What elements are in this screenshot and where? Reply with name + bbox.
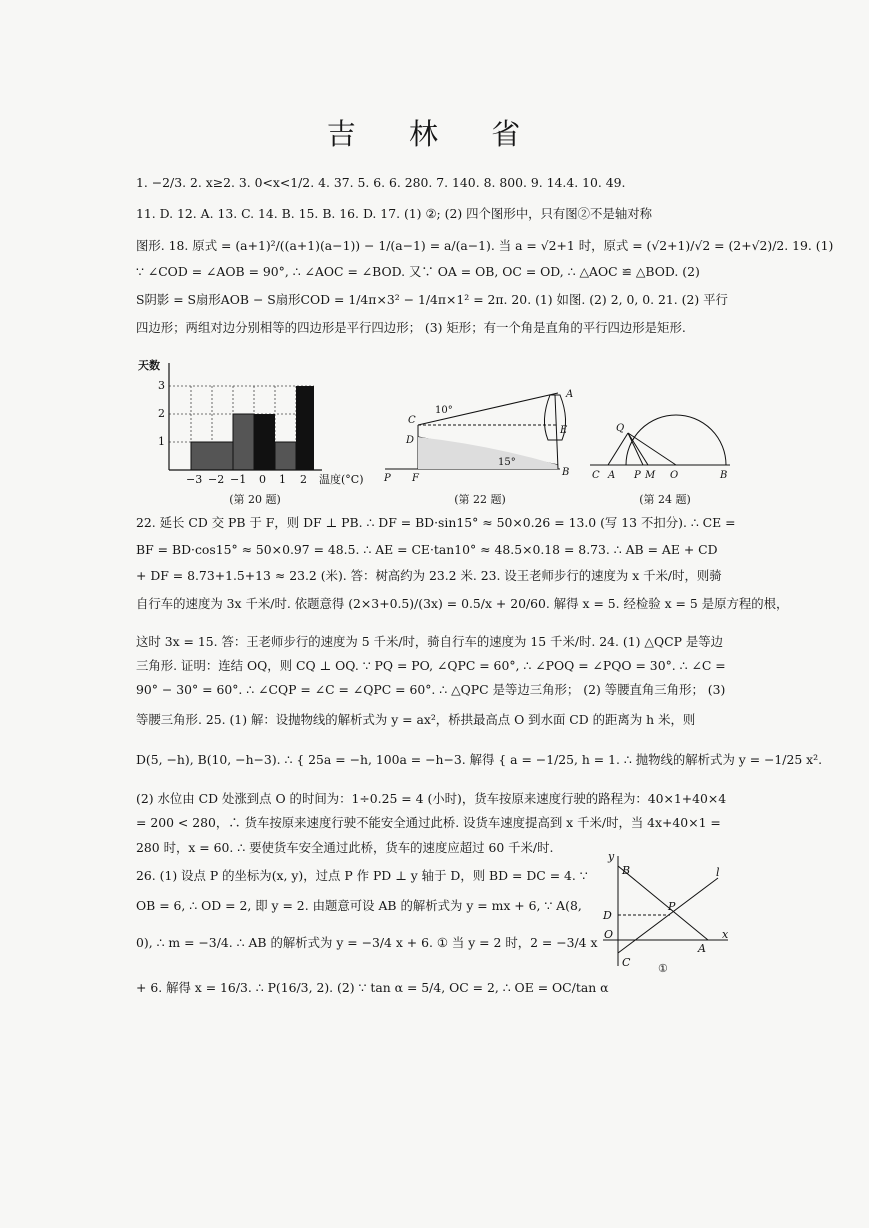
body-line: (2) 水位由 CD 处涨到点 O 的时间为：1÷0.25 = 4 (小时)，货车按原来速度行驶的路程为：40×1+40×4 bbox=[136, 791, 727, 806]
fig26-label-x: x bbox=[722, 928, 729, 941]
answer-line: 11. D. 12. A. 13. C. 14. B. 15. B. 16. D. 17. (1) ②; (2) 四个图形中，只有图②不是轴对称 bbox=[136, 206, 653, 221]
figure-20-histogram bbox=[136, 355, 376, 490]
fig22-angle-10: 10° bbox=[435, 405, 453, 416]
answer-line: S阴影 = S扇形AOB − S扇形COD = 1/4π×3² − 1/4π×1² = 2π. 20. (1) 如图. (2) 2, 0, 0. 21. (2) 平行 bbox=[136, 292, 728, 307]
fig20-bar bbox=[254, 414, 275, 470]
answer-line: 图形. 18. 原式 = (a+1)²/((a+1)(a−1)) − 1/(a−1) = a/(a−1). 当 a = √2+1 时，原式 = (√2+1)/√2 = (2+√2)/2. 19. (1) bbox=[136, 238, 834, 253]
page-title: 吉 林 省 bbox=[326, 117, 543, 151]
fig22-label-e: E bbox=[560, 425, 568, 436]
body-line: + DF = 8.73+1.5+13 ≈ 23.2 (米). 答：树高约为 23.2 米. 23. 设王老师步行的速度为 x 千米/时，则骑 bbox=[136, 568, 722, 583]
fig22-label-b: B bbox=[562, 467, 570, 478]
fig22-label-d: D bbox=[406, 435, 415, 446]
fig24-label-a: A bbox=[608, 470, 616, 481]
figure-22-diagram bbox=[380, 385, 580, 485]
body-line: 自行车的速度为 3x 千米/时. 依题意得 (2×3+0.5)/(3x) = 0.5/x + 20/60. 解得 x = 5. 经检验 x = 5 是原方程的根， bbox=[136, 596, 789, 611]
fig24-label-m: M bbox=[645, 470, 656, 481]
body-line: 22. 延长 CD 交 PB 于 F，则 DF ⊥ PB. ∴ DF = BD·sin15° ≈ 50×0.26 = 13.0 (写 13 不扣分). ∴ CE = bbox=[136, 515, 736, 530]
fig24-label-p: P bbox=[634, 470, 641, 481]
fig20-xtick: −3 bbox=[186, 473, 203, 486]
fig20-ytick: 2 bbox=[158, 407, 165, 420]
fig20-caption: (第 20 题) bbox=[229, 493, 281, 506]
fig20-xtick: 2 bbox=[300, 473, 307, 486]
fig26-label-y: y bbox=[608, 850, 615, 863]
body-line: 这时 3x = 15. 答：王老师步行的速度为 5 千米/时，骑自行车的速度为 15 千米/时. 24. (1) △QCP 是等边 bbox=[136, 634, 724, 649]
fig22-label-c: C bbox=[408, 415, 416, 426]
q26-line: 26. (1) 设点 P 的坐标为(x, y)，过点 P 作 PD ⊥ y 轴于 D，则 BD = DC = 4. ∵ bbox=[136, 868, 588, 883]
fig26-label-c: C bbox=[622, 956, 631, 969]
fig26-label-o: O bbox=[604, 928, 614, 941]
answer-line: 1. −2/3. 2. x≥2. 3. 0<x<1/2. 4. 37. 5. 6. 6. 280. 7. 140. 8. 800. 9. 14.4. 10. 49. bbox=[136, 175, 626, 190]
body-line: 等腰三角形. 25. (1) 解：设抛物线的解析式为 y = ax²，桥拱最高点 O 到水面 CD 的距离为 h 米，则 bbox=[136, 712, 696, 727]
q26-line: 0), ∴ m = −3/4. ∴ AB 的解析式为 y = −3/4 x + 6. ① 当 y = 2 时，2 = −3/4 x bbox=[136, 935, 598, 950]
fig24-caption: (第 24 题) bbox=[639, 493, 691, 506]
fig22-label-p: P bbox=[384, 473, 391, 484]
fig20-xtick: −1 bbox=[230, 473, 247, 486]
fig20-xtick: 1 bbox=[279, 473, 286, 486]
fig22-angle-15: 15° bbox=[498, 457, 516, 468]
fig22-label-f: F bbox=[412, 473, 419, 484]
answer-line: 四边形；两组对边分别相等的四边形是平行四边形； (3) 矩形；有一个角是直角的平行四边形是矩形. bbox=[136, 320, 686, 335]
fig24-label-c: C bbox=[592, 470, 600, 481]
q26-line: OB = 6, ∴ OD = 2, 即 y = 2. 由题意可设 AB 的解析式为 y = mx + 6, ∵ A(8, bbox=[136, 898, 582, 913]
fig20-ytick: 3 bbox=[158, 379, 165, 392]
fig26-label-p: P bbox=[668, 900, 676, 913]
fig20-xtick: 0 bbox=[259, 473, 266, 486]
fig24-label-o: O bbox=[670, 470, 679, 481]
fig20-bar bbox=[233, 414, 254, 470]
fig26-label-d: D bbox=[603, 909, 612, 922]
fig20-bar bbox=[191, 442, 233, 470]
fig24-label-q: Q bbox=[616, 423, 625, 434]
fig26-label-b: B bbox=[622, 864, 631, 877]
fig20-bar bbox=[296, 386, 314, 470]
fig20-ytick: 1 bbox=[158, 435, 165, 448]
body-line: D(5, −h), B(10, −h−3). ∴ { 25a = −h, 100a = −h−3. 解得 { a = −1/25, h = 1. ∴ 抛物线的解析式为 y = −1/25 x². bbox=[136, 752, 823, 767]
fig20-bar bbox=[275, 442, 296, 470]
answer-line: ∵ ∠COD = ∠AOB = 90°, ∴ ∠AOC = ∠BOD. 又∵ OA = OB, OC = OD, ∴ △AOC ≌ △BOD. (2) bbox=[136, 264, 700, 279]
fig26-label-a: A bbox=[698, 942, 706, 955]
fig26-label-l: l bbox=[716, 866, 720, 879]
fig20-xtick: −2 bbox=[208, 473, 225, 486]
fig24-label-b: B bbox=[720, 470, 728, 481]
q26-line: + 6. 解得 x = 16/3. ∴ P(16/3, 2). (2) ∵ tan α = 5/4, OC = 2, ∴ OE = OC/tan α bbox=[136, 980, 609, 995]
body-line: 90° − 30° = 60°. ∴ ∠CQP = ∠C = ∠QPC = 60°. ∴ △QPC 是等边三角形； (2) 等腰直角三角形； (3) bbox=[136, 682, 726, 697]
fig20-xlabel: 温度(°C) bbox=[319, 473, 364, 486]
fig22-caption: (第 22 题) bbox=[454, 493, 506, 506]
figure-24-diagram bbox=[588, 385, 733, 485]
fig22-label-a: A bbox=[566, 389, 574, 400]
body-line: 280 时，x = 60. ∴ 要使货车安全通过此桥，货车的速度应超过 60 千米/时. bbox=[136, 840, 554, 855]
fig26-caption: ① bbox=[658, 962, 668, 975]
fig20-ylabel: 天数 bbox=[138, 359, 160, 372]
body-line: BF = BD·cos15° ≈ 50×0.97 = 48.5. ∴ AE = CE·tan10° ≈ 48.5×0.18 = 8.73. ∴ AB = AE + CD bbox=[136, 542, 718, 557]
figure-26-diagram bbox=[598, 848, 738, 978]
body-line: = 200 < 280，∴ 货车按原来速度行驶不能安全通过此桥. 设货车速度提高到 x 千米/时，当 4x+40×1 = bbox=[136, 815, 721, 830]
body-line: 三角形. 证明：连结 OQ，则 CQ ⊥ OQ. ∵ PQ = PO, ∠QPC = 60°, ∴ ∠POQ = ∠PQO = 30°. ∴ ∠C = bbox=[136, 658, 726, 673]
